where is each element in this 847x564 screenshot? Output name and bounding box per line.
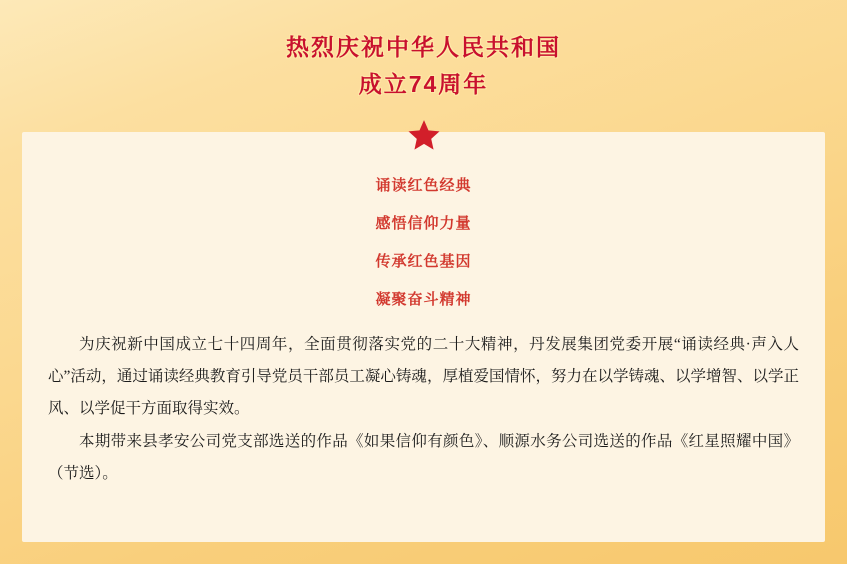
slogan-list [22,132,825,309]
content-card [22,132,825,542]
poster-title-line-2: 成立74周年 [358,71,489,97]
slogan-item: 传承红色基因 [375,254,472,270]
poster-header [0,0,847,132]
slogan-item: 诵读红色经典 [375,178,472,194]
body-paragraph: 为庆祝新中国成立七十四周年，全面贯彻落实党的二十大精神，丹发展集团党委开展“诵读经典·声入人心”活动，通过诵读经典教育引导党员干部员工凝心铸魂，厚植爱国情怀，努力在以学铸魂、以学增智、以学正风、以学促干方面取得实效。 [48,336,799,417]
poster-title-line-1: 热烈庆祝中华人民共和国 [286,33,561,60]
slogan-item: 感悟信仰力量 [375,216,472,232]
slogan-item: 凝聚奋斗精神 [375,292,472,308]
body-text [22,329,825,490]
body-paragraph: 本期带来县孝安公司党支部选送的作品《如果信仰有颜色》、顺源水务公司选送的作品《红星照耀中国》（节选）。 [48,433,799,483]
